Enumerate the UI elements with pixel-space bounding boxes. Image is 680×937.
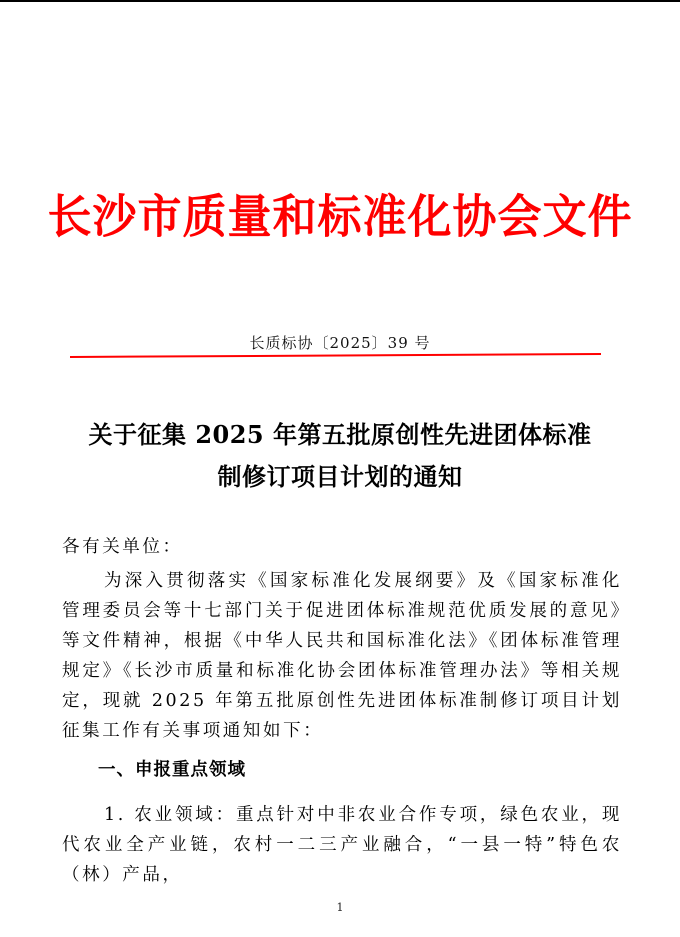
notice-title <box>0 414 680 498</box>
red-divider-rule <box>70 353 601 358</box>
page-top-border <box>0 0 680 2</box>
document-number: 长质标协〔2025〕39 号 <box>249 334 431 352</box>
item-1-paragraph: 1. 农业领域：重点针对中非农业合作专项，绿色农业，现代农业全产业链，农村一二三产业融合，“一县一特”特色农（林）产品， <box>62 805 622 885</box>
page-number: 1 <box>336 901 344 914</box>
intro-paragraph: 为深入贯彻落实《国家标准化发展纲要》及《国家标准化管理委员会等十七部门关于促进团体标准规范优质发展的意见》等文件精神，根据《中华人民共和国标准化法》《团体标准管理规定》《长沙市质量和标准化协会团体标准管理办法》等相关规定，现就 2025 年第五批原创性先进团体标准制修订项目计划征集工作有关事项通知如下： <box>62 571 622 741</box>
issuer-header: 长沙市质量和标准化协会文件 <box>47 190 633 245</box>
section-heading-1: 一、申报重点领域 <box>98 760 246 780</box>
salutation: 各有关单位： <box>62 537 183 557</box>
notice-title-line-1: 关于征集 2025 年第五批原创性先进团体标准 <box>88 420 592 449</box>
notice-title-line-2: 制修订项目计划的通知 <box>217 462 463 491</box>
